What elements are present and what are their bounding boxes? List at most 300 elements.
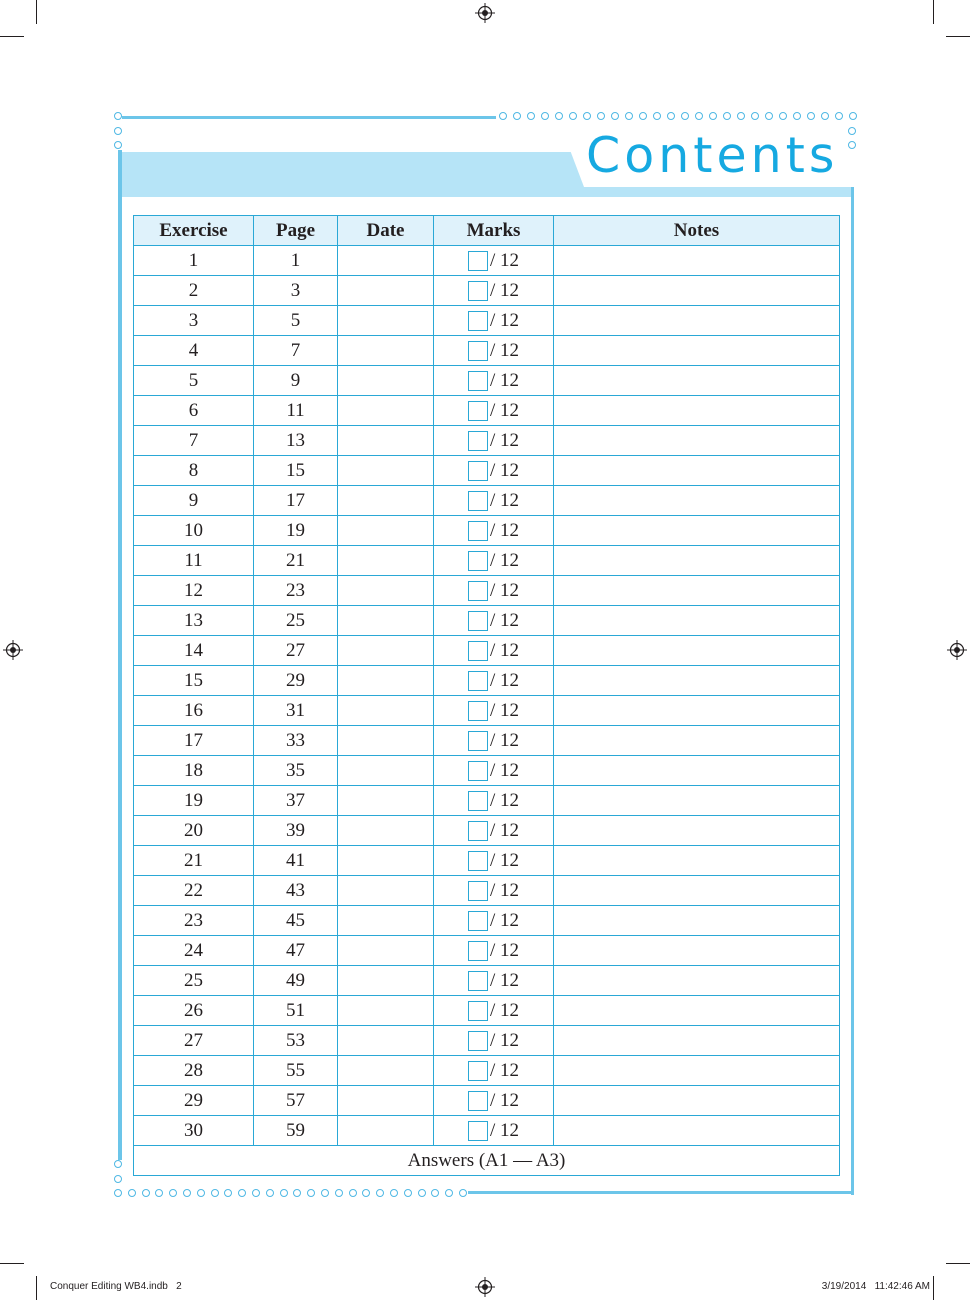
notes-cell[interactable] <box>554 366 840 396</box>
date-cell[interactable] <box>338 966 434 996</box>
table-header-row <box>134 216 840 246</box>
date-cell[interactable] <box>338 636 434 666</box>
notes-cell[interactable] <box>554 816 840 846</box>
frame-dot <box>625 112 633 120</box>
frame-dot <box>459 1189 467 1197</box>
table-row <box>134 1056 840 1086</box>
frame-dot <box>142 1189 150 1197</box>
marks-input-box[interactable] <box>468 791 488 811</box>
header-notes: Notes <box>554 216 840 246</box>
page-cell: 59 <box>254 1116 338 1146</box>
date-cell[interactable] <box>338 996 434 1026</box>
page-cell: 49 <box>254 966 338 996</box>
marks-cell <box>434 546 554 576</box>
marks-input-box[interactable] <box>468 851 488 871</box>
frame-dot <box>751 112 759 120</box>
marks-total: / 12 <box>489 490 520 511</box>
date-cell[interactable] <box>338 906 434 936</box>
frame-dot <box>737 112 745 120</box>
notes-cell[interactable] <box>554 726 840 756</box>
table-row <box>134 366 840 396</box>
marks-cell <box>434 336 554 366</box>
marks-cell <box>434 276 554 306</box>
marks-input-box[interactable] <box>468 761 488 781</box>
marks-total: / 12 <box>489 700 520 721</box>
notes-cell[interactable] <box>554 906 840 936</box>
exercise-cell: 30 <box>134 1116 254 1146</box>
exercise-cell: 6 <box>134 396 254 426</box>
marks-cell <box>434 966 554 996</box>
table-row <box>134 1086 840 1116</box>
marks-input-box[interactable] <box>468 581 488 601</box>
date-cell[interactable] <box>338 426 434 456</box>
frame-dot <box>835 112 843 120</box>
notes-cell[interactable] <box>554 696 840 726</box>
marks-input-box[interactable] <box>468 461 488 481</box>
marks-total: / 12 <box>489 550 520 571</box>
exercise-cell: 22 <box>134 876 254 906</box>
marks-total: / 12 <box>489 460 520 481</box>
page-cell: 35 <box>254 756 338 786</box>
exercise-cell: 15 <box>134 666 254 696</box>
exercise-cell: 12 <box>134 576 254 606</box>
marks-total: / 12 <box>489 760 520 781</box>
marks-total: / 12 <box>489 670 520 691</box>
notes-cell[interactable] <box>554 486 840 516</box>
notes-cell[interactable] <box>554 1056 840 1086</box>
answers-row <box>134 1146 840 1176</box>
marks-input-box[interactable] <box>468 1001 488 1021</box>
date-cell[interactable] <box>338 876 434 906</box>
date-cell[interactable] <box>338 1116 434 1146</box>
frame-dot <box>155 1189 163 1197</box>
marks-cell <box>434 936 554 966</box>
frame-dot <box>252 1189 260 1197</box>
marks-total: / 12 <box>489 310 520 331</box>
date-cell[interactable] <box>338 786 434 816</box>
frame-dot <box>639 112 647 120</box>
table-row <box>134 336 840 366</box>
marks-cell <box>434 306 554 336</box>
page-cell: 53 <box>254 1026 338 1056</box>
frame-dot <box>128 1189 136 1197</box>
frame-dot <box>695 112 703 120</box>
marks-total: / 12 <box>489 580 520 601</box>
marks-input-box[interactable] <box>468 551 488 571</box>
page-cell: 55 <box>254 1056 338 1086</box>
exercise-cell: 4 <box>134 336 254 366</box>
frame-dot <box>445 1189 453 1197</box>
notes-cell[interactable] <box>554 756 840 786</box>
page-cell: 43 <box>254 876 338 906</box>
frame-right-line <box>851 150 854 1195</box>
notes-cell[interactable] <box>554 1026 840 1056</box>
exercise-cell: 20 <box>134 816 254 846</box>
marks-input-box[interactable] <box>468 311 488 331</box>
date-cell[interactable] <box>338 576 434 606</box>
marks-total: / 12 <box>489 820 520 841</box>
notes-cell[interactable] <box>554 966 840 996</box>
marks-total: / 12 <box>489 1090 520 1111</box>
page-cell: 25 <box>254 606 338 636</box>
date-cell[interactable] <box>338 696 434 726</box>
table-row <box>134 1116 840 1146</box>
page-cell: 41 <box>254 846 338 876</box>
page-cell: 29 <box>254 666 338 696</box>
marks-input-box[interactable] <box>468 641 488 661</box>
date-cell[interactable] <box>338 1026 434 1056</box>
frame-dot-left-b1 <box>114 1160 122 1168</box>
marks-cell <box>434 516 554 546</box>
date-cell[interactable] <box>338 516 434 546</box>
notes-cell[interactable] <box>554 846 840 876</box>
notes-cell[interactable] <box>554 456 840 486</box>
header-exercise: Exercise <box>134 216 254 246</box>
frame-dot-left-3 <box>114 141 122 149</box>
marks-input-box[interactable] <box>468 821 488 841</box>
marks-cell <box>434 1086 554 1116</box>
frame-dot <box>821 112 829 120</box>
marks-input-box[interactable] <box>468 371 488 391</box>
notes-cell[interactable] <box>554 306 840 336</box>
crop-mark-bottom-left-h <box>0 1263 24 1264</box>
date-cell[interactable] <box>338 846 434 876</box>
frame-dot <box>335 1189 343 1197</box>
marks-total: / 12 <box>489 970 520 991</box>
frame-dot <box>779 112 787 120</box>
table-row <box>134 456 840 486</box>
page-cell: 7 <box>254 336 338 366</box>
exercise-cell: 8 <box>134 456 254 486</box>
frame-dot <box>362 1189 370 1197</box>
marks-cell <box>434 996 554 1026</box>
date-cell[interactable] <box>338 246 434 276</box>
marks-input-box[interactable] <box>468 1091 488 1111</box>
frame-dot <box>667 112 675 120</box>
date-cell[interactable] <box>338 366 434 396</box>
page-cell: 17 <box>254 486 338 516</box>
frame-dot <box>569 112 577 120</box>
marks-input-box[interactable] <box>468 521 488 541</box>
page-cell: 9 <box>254 366 338 396</box>
date-cell[interactable] <box>338 936 434 966</box>
crop-mark-top-left-h <box>0 36 24 37</box>
exercise-cell: 11 <box>134 546 254 576</box>
page-cell: 33 <box>254 726 338 756</box>
date-cell[interactable] <box>338 726 434 756</box>
frame-dot-right-2 <box>848 127 856 135</box>
page-cell: 21 <box>254 546 338 576</box>
registration-mark-top-icon <box>475 3 495 23</box>
notes-cell[interactable] <box>554 1086 840 1116</box>
frame-dot <box>709 112 717 120</box>
marks-total: / 12 <box>489 610 520 631</box>
marks-input-box[interactable] <box>468 251 488 271</box>
exercise-cell: 5 <box>134 366 254 396</box>
frame-dot-left-2 <box>114 127 122 135</box>
frame-dot <box>280 1189 288 1197</box>
table-row <box>134 1026 840 1056</box>
exercise-cell: 9 <box>134 486 254 516</box>
exercise-cell: 25 <box>134 966 254 996</box>
marks-total: / 12 <box>489 910 520 931</box>
exercise-cell: 17 <box>134 726 254 756</box>
frame-dot-left-1 <box>114 112 122 120</box>
exercise-cell: 21 <box>134 846 254 876</box>
table-row <box>134 606 840 636</box>
frame-dot <box>723 112 731 120</box>
contents-table <box>133 215 840 1176</box>
answers-cell: Answers (A1 — A3) <box>134 1146 840 1176</box>
date-cell[interactable] <box>338 756 434 786</box>
crop-mark-top-right-v <box>933 0 934 24</box>
marks-cell <box>434 486 554 516</box>
notes-cell[interactable] <box>554 246 840 276</box>
frame-dot <box>211 1189 219 1197</box>
notes-cell[interactable] <box>554 516 840 546</box>
date-cell[interactable] <box>338 276 434 306</box>
table-row <box>134 726 840 756</box>
page-cell: 1 <box>254 246 338 276</box>
notes-cell[interactable] <box>554 666 840 696</box>
marks-input-box[interactable] <box>468 671 488 691</box>
page-cell: 5 <box>254 306 338 336</box>
table-row <box>134 906 840 936</box>
crop-mark-top-right-h <box>946 36 970 37</box>
exercise-cell: 27 <box>134 1026 254 1056</box>
exercise-cell: 2 <box>134 276 254 306</box>
marks-cell <box>434 396 554 426</box>
exercise-cell: 3 <box>134 306 254 336</box>
marks-cell <box>434 846 554 876</box>
page-cell: 19 <box>254 516 338 546</box>
date-cell[interactable] <box>338 396 434 426</box>
notes-cell[interactable] <box>554 996 840 1026</box>
notes-cell[interactable] <box>554 936 840 966</box>
exercise-cell: 29 <box>134 1086 254 1116</box>
frame-dot <box>499 112 507 120</box>
table-row <box>134 576 840 606</box>
frame-dot <box>224 1189 232 1197</box>
marks-input-box[interactable] <box>468 491 488 511</box>
marks-input-box[interactable] <box>468 1061 488 1081</box>
page-cell: 11 <box>254 396 338 426</box>
header-marks: Marks <box>434 216 554 246</box>
notes-cell[interactable] <box>554 786 840 816</box>
table-row <box>134 426 840 456</box>
date-cell[interactable] <box>338 336 434 366</box>
table-row <box>134 966 840 996</box>
exercise-cell: 19 <box>134 786 254 816</box>
marks-total: / 12 <box>489 640 520 661</box>
marks-total: / 12 <box>489 400 520 421</box>
marks-cell <box>434 1116 554 1146</box>
notes-cell[interactable] <box>554 396 840 426</box>
marks-total: / 12 <box>489 940 520 961</box>
exercise-cell: 1 <box>134 246 254 276</box>
frame-dot <box>653 112 661 120</box>
page-cell: 15 <box>254 456 338 486</box>
frame-dot <box>238 1189 246 1197</box>
marks-cell <box>434 666 554 696</box>
frame-dot <box>266 1189 274 1197</box>
frame-dot <box>390 1189 398 1197</box>
marks-total: / 12 <box>489 430 520 451</box>
table-row <box>134 876 840 906</box>
footer-file-name: Conquer Editing WB4.indb 2 <box>50 1281 182 1292</box>
marks-cell <box>434 786 554 816</box>
page-cell: 57 <box>254 1086 338 1116</box>
table-row <box>134 396 840 426</box>
marks-cell <box>434 576 554 606</box>
table-row <box>134 276 840 306</box>
page-cell: 37 <box>254 786 338 816</box>
date-cell[interactable] <box>338 306 434 336</box>
table-row <box>134 996 840 1026</box>
frame-dot <box>418 1189 426 1197</box>
date-cell[interactable] <box>338 606 434 636</box>
table-row <box>134 486 840 516</box>
date-cell[interactable] <box>338 1086 434 1116</box>
frame-dot <box>681 112 689 120</box>
date-cell[interactable] <box>338 456 434 486</box>
marks-input-box[interactable] <box>468 731 488 751</box>
crop-mark-bottom-right-h <box>946 1263 970 1264</box>
registration-mark-left-icon <box>3 640 23 660</box>
frame-dot-left-b2 <box>114 1175 122 1183</box>
marks-total: / 12 <box>489 340 520 361</box>
table-row <box>134 546 840 576</box>
date-cell[interactable] <box>338 666 434 696</box>
frame-dot <box>583 112 591 120</box>
marks-total: / 12 <box>489 1120 520 1141</box>
marks-cell <box>434 426 554 456</box>
marks-input-box[interactable] <box>468 281 488 301</box>
notes-cell[interactable] <box>554 606 840 636</box>
table-row <box>134 306 840 336</box>
table-row <box>134 756 840 786</box>
marks-input-box[interactable] <box>468 881 488 901</box>
marks-input-box[interactable] <box>468 941 488 961</box>
frame-dot <box>555 112 563 120</box>
frame-dot <box>849 112 857 120</box>
frame-top-line <box>122 116 496 119</box>
table-row <box>134 846 840 876</box>
notes-cell[interactable] <box>554 876 840 906</box>
marks-cell <box>434 816 554 846</box>
frame-dot <box>293 1189 301 1197</box>
exercise-cell: 10 <box>134 516 254 546</box>
frame-dot <box>183 1189 191 1197</box>
frame-bottom-line <box>468 1191 854 1194</box>
notes-cell[interactable] <box>554 1116 840 1146</box>
crop-mark-bottom-right-v <box>933 1276 934 1300</box>
exercise-cell: 16 <box>134 696 254 726</box>
footer-timestamp: 3/19/2014 11:42:46 AM <box>821 1281 930 1292</box>
frame-dot <box>597 112 605 120</box>
registration-mark-bottom-icon <box>475 1277 495 1297</box>
notes-cell[interactable] <box>554 426 840 456</box>
exercise-cell: 18 <box>134 756 254 786</box>
exercise-cell: 24 <box>134 936 254 966</box>
frame-dot <box>197 1189 205 1197</box>
frame-dot <box>349 1189 357 1197</box>
marks-total: / 12 <box>489 1060 520 1081</box>
marks-input-box[interactable] <box>468 701 488 721</box>
frame-dot <box>807 112 815 120</box>
table-row <box>134 696 840 726</box>
marks-cell <box>434 246 554 276</box>
table-row <box>134 936 840 966</box>
marks-input-box[interactable] <box>468 611 488 631</box>
date-cell[interactable] <box>338 816 434 846</box>
marks-total: / 12 <box>489 790 520 811</box>
marks-total: / 12 <box>489 880 520 901</box>
date-cell[interactable] <box>338 546 434 576</box>
marks-cell <box>434 456 554 486</box>
frame-dot <box>114 1189 122 1197</box>
marks-input-box[interactable] <box>468 911 488 931</box>
marks-cell <box>434 636 554 666</box>
marks-cell <box>434 1056 554 1086</box>
marks-total: / 12 <box>489 1000 520 1021</box>
page-title: Contents <box>586 127 839 184</box>
page-cell: 51 <box>254 996 338 1026</box>
date-cell[interactable] <box>338 1056 434 1086</box>
notes-cell[interactable] <box>554 336 840 366</box>
page-cell: 13 <box>254 426 338 456</box>
marks-cell <box>434 876 554 906</box>
frame-dot <box>169 1189 177 1197</box>
page-cell: 45 <box>254 906 338 936</box>
marks-total: / 12 <box>489 850 520 871</box>
header-page: Page <box>254 216 338 246</box>
frame-dot <box>527 112 535 120</box>
frame-dot <box>793 112 801 120</box>
marks-input-box[interactable] <box>468 1121 488 1141</box>
page-cell: 27 <box>254 636 338 666</box>
marks-input-box[interactable] <box>468 431 488 451</box>
page-cell: 47 <box>254 936 338 966</box>
date-cell[interactable] <box>338 486 434 516</box>
page-cell: 31 <box>254 696 338 726</box>
marks-input-box[interactable] <box>468 971 488 991</box>
notes-cell[interactable] <box>554 276 840 306</box>
marks-cell <box>434 1026 554 1056</box>
marks-input-box[interactable] <box>468 341 488 361</box>
table-row <box>134 666 840 696</box>
marks-input-box[interactable] <box>468 401 488 421</box>
notes-cell[interactable] <box>554 546 840 576</box>
frame-dot <box>376 1189 384 1197</box>
exercise-cell: 13 <box>134 606 254 636</box>
marks-cell <box>434 906 554 936</box>
frame-dot <box>513 112 521 120</box>
table-row <box>134 516 840 546</box>
frame-dot-right-3 <box>848 141 856 149</box>
marks-total: / 12 <box>489 250 520 271</box>
table-row <box>134 816 840 846</box>
marks-input-box[interactable] <box>468 1031 488 1051</box>
notes-cell[interactable] <box>554 576 840 606</box>
notes-cell[interactable] <box>554 636 840 666</box>
crop-mark-top-left-v <box>36 0 37 24</box>
frame-dot <box>611 112 619 120</box>
exercise-cell: 26 <box>134 996 254 1026</box>
marks-cell <box>434 606 554 636</box>
page-cell: 23 <box>254 576 338 606</box>
marks-cell <box>434 696 554 726</box>
